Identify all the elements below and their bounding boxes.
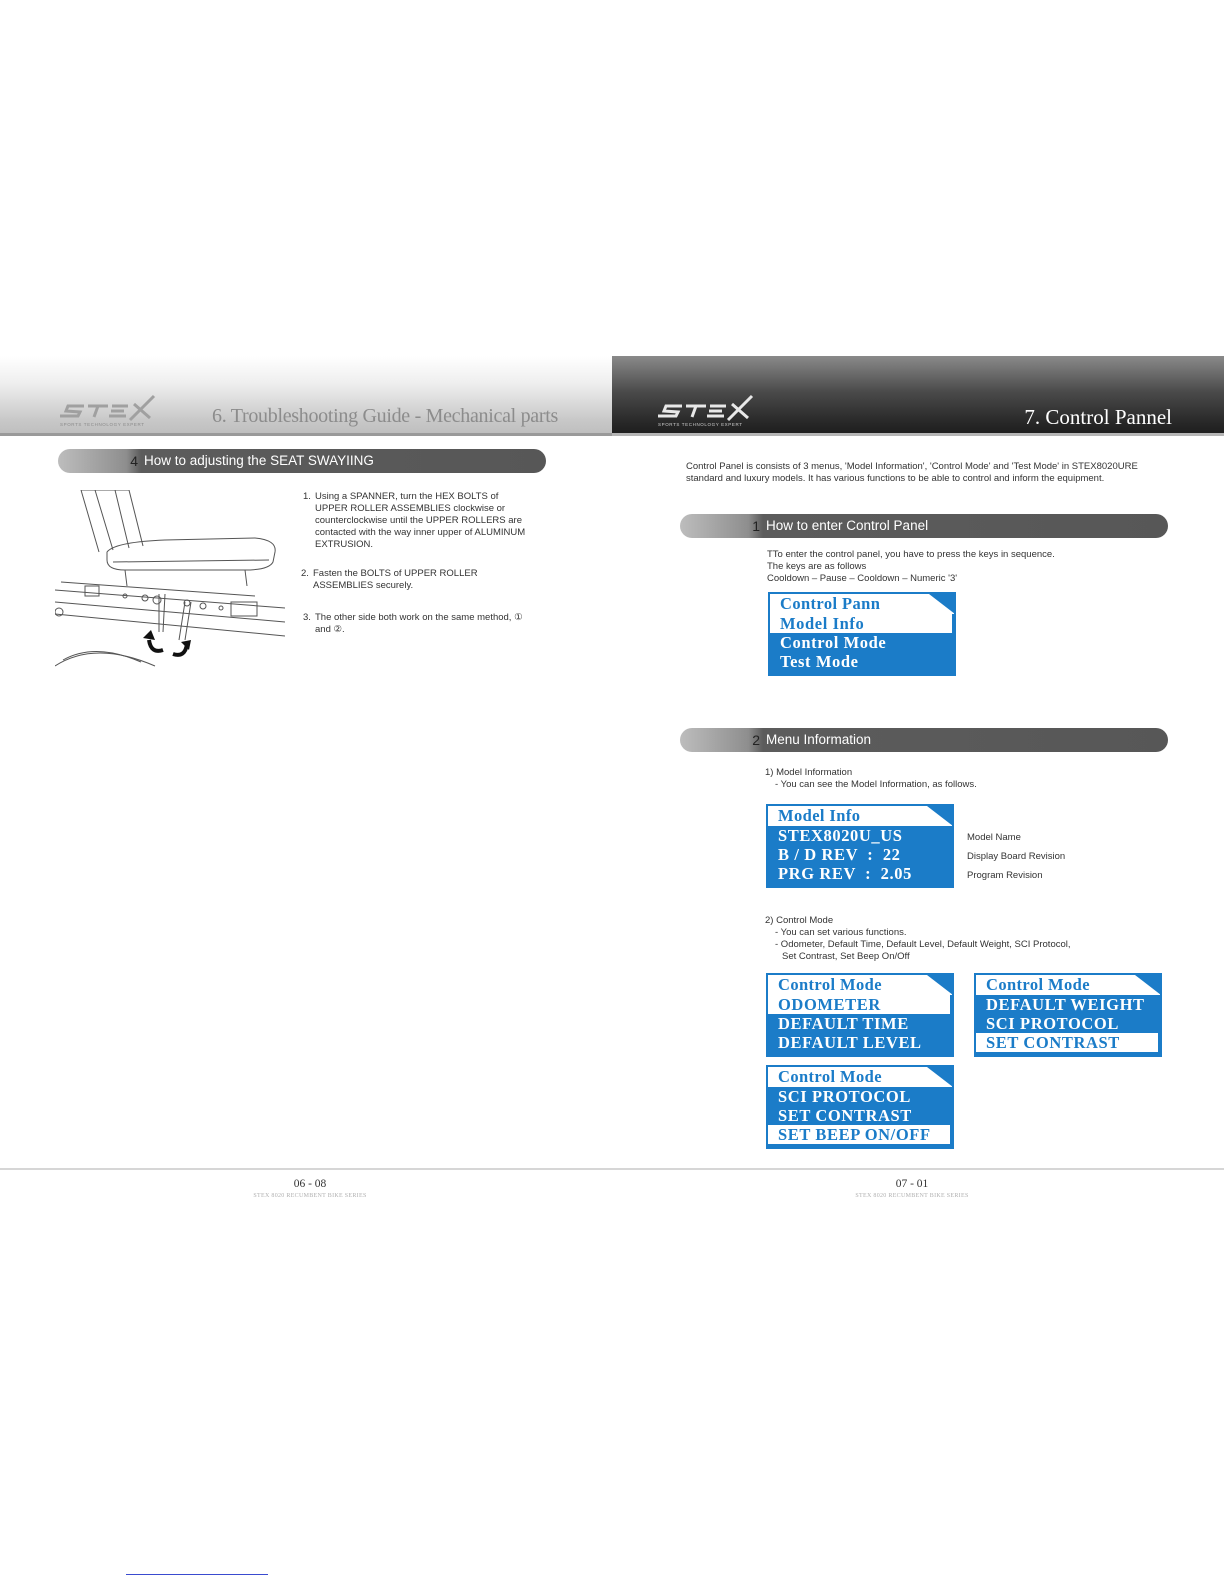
lcd-control-mode-a: [766, 973, 954, 1057]
right-page-title: 7. Control Pannel: [1024, 405, 1172, 429]
lcd-row: Control Mode: [780, 633, 887, 652]
right-series-name: STEX 8020 RECUMBENT BIKE SERIES: [855, 1193, 969, 1199]
label-display-board-revision: Display Board Revision: [967, 851, 1066, 862]
logo-tagline: SPORTS TECHNOLOGY EXPERT: [658, 422, 743, 427]
lcd-title: Control Pann: [770, 594, 954, 614]
lcd-row: Test Mode: [780, 652, 859, 671]
lcd-title: Model Info: [768, 806, 952, 826]
stex-logo-right: [654, 394, 804, 428]
left-header-rule: [0, 433, 612, 436]
logo-tagline: SPORTS TECHNOLOGY EXPERT: [60, 422, 145, 427]
section-label: Menu Information: [766, 732, 872, 747]
right-page-number: 07 - 01: [895, 1178, 929, 1190]
stex-logo-icon: [56, 394, 156, 424]
footer-rule: [0, 1168, 1224, 1170]
lcd-row-selected: SET BEEP ON/OFF: [768, 1125, 950, 1144]
lcd-row: PRG REV : 2.05: [778, 864, 912, 883]
left-page-title: 6. Troubleshooting Guide - Mechanical parts: [212, 405, 558, 427]
label-model-name: Model Name: [967, 832, 1021, 843]
function-list: - Odometer, Default Time, Default Level, Default Weight, SCI Protocol,: [775, 939, 1071, 950]
subsection-heading: 1) Model Information: [765, 767, 853, 778]
subsection-desc: - You can see the Model Information, as follows.: [775, 779, 977, 790]
intro-paragraph: Control Panel is consists of 3 menus, 'Model Information', 'Control Mode' and 'Test Mode' in STEX8020URE standard and luxury models. It has various functions to be able to control and inform the equipment.: [686, 461, 1138, 484]
left-series-name: STEX 8020 RECUMBENT BIKE SERIES: [253, 1193, 367, 1199]
lcd-row: STEX8020U_US: [778, 826, 903, 845]
lcd-title: Control Mode: [976, 975, 1160, 995]
lcd-row: DEFAULT LEVEL: [778, 1033, 922, 1052]
section-bar-4: [58, 449, 546, 473]
step-2: [301, 568, 527, 592]
stex-logo-icon: [654, 394, 754, 424]
left-page-number: 06 - 08: [293, 1178, 327, 1190]
lcd-row: SET CONTRAST: [778, 1106, 912, 1125]
subsection-desc: - You can set various functions.: [775, 927, 907, 938]
lcd-row: B / D REV : 22: [778, 845, 901, 864]
section-number: 4: [130, 453, 138, 469]
lcd-control-mode-b: [974, 973, 1162, 1057]
right-header-rule: [612, 433, 1224, 436]
control-mode-text: [765, 915, 1165, 963]
instruction-line: The keys are as follows: [767, 561, 867, 572]
stex-logo-left: [56, 394, 206, 428]
step-number: 3.: [303, 612, 311, 623]
instruction-line: Cooldown – Pause – Cooldown – Numeric '3': [767, 573, 958, 584]
step-text: Fasten the BOLTS of UPPER ROLLER ASSEMBLIES securely.: [313, 568, 478, 591]
step-number: 1.: [303, 491, 311, 502]
step-number: 2.: [301, 568, 309, 579]
lcd-title: Control Mode: [768, 1067, 952, 1087]
section-number: 1: [752, 518, 760, 534]
step-text: Using a SPANNER, turn the HEX BOLTS of UPPER ROLLER ASSEMBLIES clockwise or counterclockwise until the UPPER ROLLERS are contacted with the way inner upper of ALUMINUM EXTRUSION.: [315, 491, 526, 550]
step-3: [303, 612, 533, 636]
bottom-rule: [126, 1574, 268, 1575]
lcd-control-mode-c: [766, 1065, 954, 1149]
lcd-row: DEFAULT TIME: [778, 1014, 909, 1033]
enter-instructions: [767, 549, 1127, 585]
seat-adjustment-illustration: [55, 490, 285, 668]
lcd-row: SCI PROTOCOL: [778, 1087, 911, 1106]
step-text: The other side both work on the same method, ① and ②.: [315, 612, 523, 635]
lcd-row-selected: ODOMETER: [768, 995, 950, 1014]
instruction-line: TTo enter the control panel, you have to press the keys in sequence.: [767, 549, 1055, 560]
lcd-title: Control Mode: [768, 975, 952, 995]
section-bar-2: [680, 728, 1168, 752]
label-program-revision: Program Revision: [967, 870, 1043, 881]
lcd-row-selected: Model Info: [770, 614, 952, 633]
section-bar-1: [680, 514, 1168, 538]
model-info-text: [765, 767, 1145, 791]
lcd-control-panel-menu: [768, 592, 956, 676]
function-list: Set Contrast, Set Beep On/Off: [782, 951, 910, 962]
section-label: How to enter Control Panel: [766, 518, 929, 533]
lcd-row-selected: SET CONTRAST: [976, 1033, 1158, 1052]
section-label: How to adjusting the SEAT SWAYIING: [144, 453, 374, 468]
subsection-heading: 2) Control Mode: [765, 915, 834, 926]
step-1: [303, 491, 527, 551]
lcd-row: DEFAULT WEIGHT: [986, 995, 1145, 1014]
lcd-model-info: [766, 804, 954, 888]
seat-drawing: [55, 490, 285, 668]
section-number: 2: [752, 732, 760, 748]
lcd-row: SCI PROTOCOL: [986, 1014, 1119, 1033]
